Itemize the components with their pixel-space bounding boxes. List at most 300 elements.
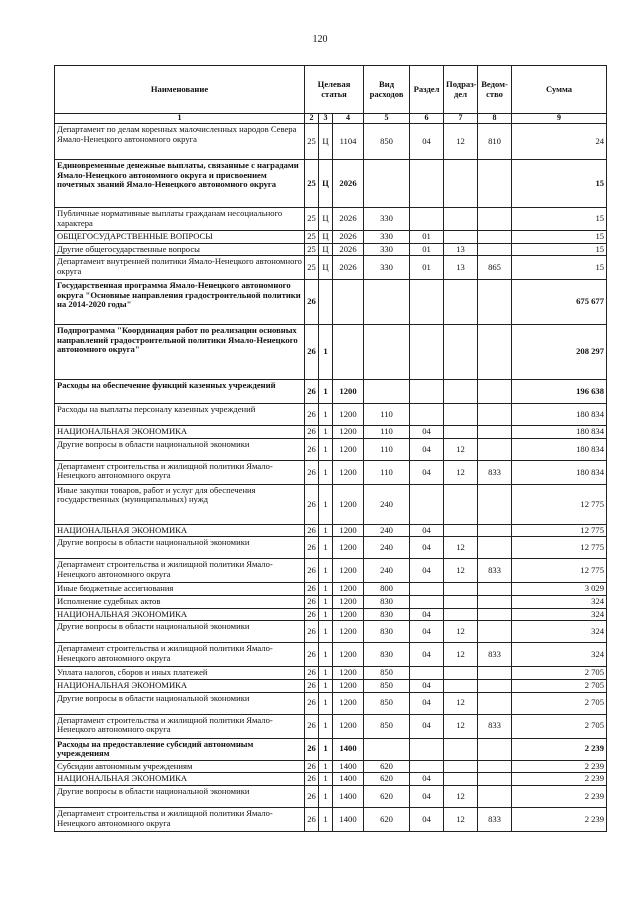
cell-name: Расходы на обеспечение функций казенных учреждений [55,380,305,404]
cell-section: 01 [410,230,444,243]
cell-target-code: 1200 [333,692,364,714]
cell-target-code: 2026 [333,230,364,243]
table-row [55,230,607,243]
cell-department [478,484,512,524]
cell-subsection: 12 [444,621,478,643]
cell-target-subprogram: Ц [319,256,333,280]
table-row [55,325,607,380]
cell-name: Уплата налогов, сборов и иных платежей [55,667,305,680]
column-number: 1 [55,114,305,124]
cell-target-code: 2026 [333,256,364,280]
cell-target-code: 1200 [333,537,364,559]
cell-subsection [444,679,478,692]
cell-sum: 12 775 [512,484,607,524]
table-row [55,714,607,738]
column-number: 4 [333,114,364,124]
cell-sum: 12 775 [512,537,607,559]
table-row [55,207,607,230]
cell-name: Другие вопросы в области национальной экономики [55,786,305,808]
cell-expense-type: 240 [364,559,410,583]
cell-target-program: 26 [305,608,319,621]
cell-sum: 180 834 [512,438,607,460]
cell-subsection: 12 [444,714,478,738]
cell-department [478,380,512,404]
column-number: 9 [512,114,607,124]
cell-name: Другие вопросы в области национальной экономики [55,537,305,559]
cell-target-subprogram: 1 [319,380,333,404]
cell-name: Департамент строительства и жилищной политики Ямало-Ненецкого автономного округа [55,714,305,738]
cell-section [410,404,444,426]
cell-target-subprogram: 1 [319,596,333,609]
cell-target-code: 1200 [333,621,364,643]
cell-expense-type: 110 [364,438,410,460]
cell-sum: 15 [512,230,607,243]
table-row [55,524,607,537]
cell-target-program: 26 [305,280,319,325]
cell-section: 04 [410,773,444,786]
cell-target-code: 1200 [333,608,364,621]
cell-sum: 2 239 [512,738,607,760]
cell-section: 04 [410,438,444,460]
table-row [55,426,607,439]
cell-target-program: 25 [305,230,319,243]
cell-department [478,773,512,786]
cell-expense-type [364,738,410,760]
table-row [55,760,607,773]
cell-department [478,692,512,714]
cell-sum: 2 705 [512,679,607,692]
cell-target-subprogram: 1 [319,484,333,524]
cell-target-code: 1200 [333,679,364,692]
cell-target-subprogram: 1 [319,583,333,596]
column-number: 3 [319,114,333,124]
column-number: 2 [305,114,319,124]
cell-name: Департамент строительства и жилищной политики Ямало-Ненецкого автономного округа [55,559,305,583]
table-row [55,692,607,714]
cell-target-program: 26 [305,426,319,439]
cell-name: Исполнение судебных актов [55,596,305,609]
cell-sum: 2 239 [512,760,607,773]
cell-section: 04 [410,621,444,643]
cell-target-subprogram: 1 [319,438,333,460]
cell-target-program: 25 [305,123,319,159]
cell-subsection [444,404,478,426]
cell-target-program: 26 [305,380,319,404]
cell-target-subprogram: 1 [319,773,333,786]
cell-target-program: 25 [305,207,319,230]
cell-target-program: 26 [305,808,319,832]
cell-section: 01 [410,256,444,280]
cell-target-program: 26 [305,692,319,714]
cell-target-code: 1200 [333,484,364,524]
cell-target-code: 1200 [333,667,364,680]
cell-expense-type: 800 [364,583,410,596]
cell-target-program: 26 [305,524,319,537]
cell-sum: 2 705 [512,714,607,738]
cell-subsection: 13 [444,243,478,256]
cell-target-program: 26 [305,679,319,692]
cell-department: 810 [478,123,512,159]
cell-sum: 2 239 [512,808,607,832]
table-row [55,667,607,680]
cell-expense-type: 330 [364,207,410,230]
header-section: Раздел [410,66,444,114]
cell-target-program: 26 [305,760,319,773]
cell-department [478,667,512,680]
cell-target-subprogram: 1 [319,786,333,808]
cell-target-subprogram: 1 [319,692,333,714]
cell-expense-type: 620 [364,760,410,773]
cell-name: Другие общегосударственные вопросы [55,243,305,256]
cell-subsection: 12 [444,537,478,559]
cell-target-program: 26 [305,583,319,596]
cell-target-code: 1400 [333,738,364,760]
cell-target-code [333,325,364,380]
cell-name: Публичные нормативные выплаты гражданам несоциального характера [55,207,305,230]
cell-target-code: 1200 [333,426,364,439]
cell-sum: 324 [512,643,607,667]
cell-sum: 12 775 [512,524,607,537]
cell-sum: 180 834 [512,426,607,439]
cell-expense-type: 620 [364,773,410,786]
column-number: 5 [364,114,410,124]
cell-target-program: 26 [305,404,319,426]
cell-sum: 675 677 [512,280,607,325]
cell-department [478,608,512,621]
cell-department [478,760,512,773]
cell-name: Иные бюджетные ассигнования [55,583,305,596]
cell-subsection [444,484,478,524]
cell-name: Департамент строительства и жилищной политики Ямало-Ненецкого автономного округа [55,808,305,832]
cell-expense-type: 110 [364,460,410,484]
cell-department [478,524,512,537]
table-row [55,484,607,524]
cell-expense-type: 850 [364,692,410,714]
cell-name: Департамент по делам коренных малочисленных народов Севера Ямало-Ненецкого автономного округа [55,123,305,159]
cell-department: 833 [478,808,512,832]
cell-name: Департамент внутренней политики Ямало-Ненецкого автономного округа [55,256,305,280]
cell-section: 04 [410,559,444,583]
cell-section: 04 [410,426,444,439]
table-row [55,559,607,583]
cell-subsection: 12 [444,808,478,832]
cell-target-subprogram: Ц [319,230,333,243]
cell-subsection [444,380,478,404]
cell-expense-type [364,159,410,207]
cell-department [478,679,512,692]
cell-sum: 196 638 [512,380,607,404]
cell-target-subprogram [319,280,333,325]
cell-target-code: 1200 [333,404,364,426]
cell-subsection: 12 [444,123,478,159]
cell-subsection: 12 [444,692,478,714]
cell-sum: 180 834 [512,404,607,426]
cell-subsection [444,608,478,621]
cell-expense-type: 110 [364,404,410,426]
cell-target-code: 1200 [333,460,364,484]
cell-expense-type: 330 [364,230,410,243]
table-row [55,438,607,460]
cell-name: Иные закупки товаров, работ и услуг для обеспечения государственных (муниципальных) нужд [55,484,305,524]
cell-target-program: 26 [305,484,319,524]
cell-department: 833 [478,559,512,583]
cell-target-code: 2026 [333,159,364,207]
column-number: 8 [478,114,512,124]
cell-department [478,621,512,643]
column-number: 6 [410,114,444,124]
cell-name: НАЦИОНАЛЬНАЯ ЭКОНОМИКА [55,679,305,692]
cell-section [410,325,444,380]
cell-subsection [444,583,478,596]
cell-section: 04 [410,608,444,621]
cell-department: 865 [478,256,512,280]
cell-target-code: 1200 [333,583,364,596]
cell-target-code: 1400 [333,760,364,773]
table-row [55,596,607,609]
cell-subsection [444,280,478,325]
cell-target-program: 26 [305,773,319,786]
cell-department [478,786,512,808]
table-row [55,380,607,404]
cell-target-program: 26 [305,537,319,559]
cell-section: 04 [410,679,444,692]
cell-subsection: 13 [444,256,478,280]
cell-subsection [444,524,478,537]
table-row [55,643,607,667]
cell-department [478,325,512,380]
cell-section [410,760,444,773]
cell-target-code: 1400 [333,786,364,808]
table-row [55,786,607,808]
cell-department [478,596,512,609]
cell-target-program: 26 [305,596,319,609]
cell-section [410,280,444,325]
cell-expense-type [364,325,410,380]
cell-sum: 180 834 [512,460,607,484]
cell-sum: 24 [512,123,607,159]
cell-section [410,738,444,760]
cell-target-subprogram: Ц [319,243,333,256]
cell-department [478,426,512,439]
cell-target-subprogram: 1 [319,537,333,559]
cell-target-program: 25 [305,159,319,207]
cell-sum: 15 [512,159,607,207]
cell-department [478,537,512,559]
cell-target-code: 1200 [333,596,364,609]
cell-section [410,596,444,609]
cell-target-program: 26 [305,786,319,808]
cell-name: НАЦИОНАЛЬНАЯ ЭКОНОМИКА [55,524,305,537]
cell-name: Департамент строительства и жилищной политики Ямало-Ненецкого автономного округа [55,643,305,667]
cell-department: 833 [478,460,512,484]
cell-expense-type: 850 [364,123,410,159]
cell-subsection [444,159,478,207]
cell-target-program: 26 [305,460,319,484]
cell-sum: 15 [512,256,607,280]
cell-subsection: 12 [444,786,478,808]
cell-target-code: 1200 [333,559,364,583]
cell-subsection [444,207,478,230]
cell-target-program: 26 [305,621,319,643]
table-row [55,280,607,325]
cell-name: Единовременные денежные выплаты, связанные с наградами Ямало-Ненецкого автономного округа и присвоением почетных званий Ямало-Ненецкого автономного округа [55,159,305,207]
table-row [55,738,607,760]
cell-section: 04 [410,460,444,484]
cell-section: 04 [410,714,444,738]
cell-department [478,243,512,256]
cell-expense-type: 330 [364,256,410,280]
cell-target-code: 1200 [333,524,364,537]
cell-sum: 208 297 [512,325,607,380]
cell-target-code: 1200 [333,714,364,738]
table-row [55,460,607,484]
cell-name: Подпрограмма "Координация работ по реализации основных направлений градостроительной политики Ямало-Ненецкого автономного округа" [55,325,305,380]
column-number: 7 [444,114,478,124]
table-row [55,123,607,159]
table-body [55,123,607,831]
header-target: Целевая статья [305,66,364,114]
cell-subsection: 12 [444,460,478,484]
cell-name: НАЦИОНАЛЬНАЯ ЭКОНОМИКА [55,426,305,439]
table-row [55,159,607,207]
cell-target-code: 1200 [333,438,364,460]
cell-target-subprogram: 1 [319,808,333,832]
cell-target-program: 26 [305,438,319,460]
cell-section [410,380,444,404]
table-row [55,256,607,280]
cell-sum: 3 029 [512,583,607,596]
header-department: Ведом-ство [478,66,512,114]
cell-subsection [444,760,478,773]
cell-section: 04 [410,524,444,537]
cell-target-code [333,280,364,325]
header-expense-type: Вид расходов [364,66,410,114]
table-row [55,679,607,692]
cell-target-code: 2026 [333,207,364,230]
cell-sum: 324 [512,608,607,621]
header-row [55,66,607,114]
cell-name: Другие вопросы в области национальной экономики [55,438,305,460]
cell-department [478,583,512,596]
table-row [55,537,607,559]
cell-target-program: 26 [305,559,319,583]
cell-target-program: 26 [305,738,319,760]
budget-table [54,65,607,832]
cell-sum: 2 705 [512,692,607,714]
cell-name: НАЦИОНАЛЬНАЯ ЭКОНОМИКА [55,773,305,786]
cell-target-subprogram: 1 [319,760,333,773]
cell-expense-type: 240 [364,524,410,537]
cell-sum: 2 239 [512,773,607,786]
cell-department: 833 [478,643,512,667]
cell-section [410,159,444,207]
cell-target-code: 1400 [333,808,364,832]
table-row [55,773,607,786]
cell-subsection [444,325,478,380]
cell-section: 04 [410,808,444,832]
cell-sum: 324 [512,621,607,643]
cell-target-subprogram: 1 [319,404,333,426]
cell-expense-type: 330 [364,243,410,256]
cell-expense-type: 830 [364,643,410,667]
cell-name: НАЦИОНАЛЬНАЯ ЭКОНОМИКА [55,608,305,621]
cell-department [478,230,512,243]
cell-sum: 12 775 [512,559,607,583]
cell-target-subprogram: 1 [319,559,333,583]
cell-department [478,404,512,426]
cell-sum: 2 239 [512,786,607,808]
header-subsection: Подраз-дел [444,66,478,114]
cell-section: 04 [410,692,444,714]
cell-target-program: 26 [305,643,319,667]
cell-target-program: 25 [305,243,319,256]
cell-name: Другие вопросы в области национальной экономики [55,621,305,643]
table-row [55,404,607,426]
cell-target-subprogram: Ц [319,123,333,159]
cell-sum: 324 [512,596,607,609]
cell-subsection [444,596,478,609]
cell-target-subprogram: 1 [319,714,333,738]
cell-target-subprogram: 1 [319,460,333,484]
cell-target-subprogram: 1 [319,325,333,380]
cell-target-subprogram: Ц [319,159,333,207]
cell-expense-type: 620 [364,808,410,832]
cell-subsection: 12 [444,643,478,667]
cell-section: 04 [410,123,444,159]
cell-expense-type: 830 [364,621,410,643]
cell-target-program: 26 [305,714,319,738]
table-row [55,608,607,621]
table-row [55,583,607,596]
table-row [55,243,607,256]
cell-department [478,280,512,325]
table-row [55,621,607,643]
column-number-row [55,114,607,124]
cell-subsection [444,773,478,786]
cell-subsection [444,426,478,439]
cell-department [478,738,512,760]
cell-target-code: 1104 [333,123,364,159]
cell-target-subprogram: Ц [319,207,333,230]
cell-section: 04 [410,537,444,559]
cell-department [478,159,512,207]
cell-target-subprogram: 1 [319,643,333,667]
cell-section [410,667,444,680]
cell-expense-type: 240 [364,537,410,559]
cell-expense-type [364,380,410,404]
cell-section [410,583,444,596]
cell-target-program: 26 [305,325,319,380]
cell-department [478,438,512,460]
cell-expense-type: 830 [364,596,410,609]
cell-section [410,484,444,524]
cell-target-code: 1400 [333,773,364,786]
page-number: 120 [312,34,328,45]
cell-section [410,207,444,230]
cell-subsection: 12 [444,438,478,460]
cell-department: 833 [478,714,512,738]
cell-section: 01 [410,243,444,256]
cell-target-code: 2026 [333,243,364,256]
cell-target-subprogram: 1 [319,621,333,643]
cell-expense-type: 620 [364,786,410,808]
cell-subsection [444,738,478,760]
cell-target-subprogram: 1 [319,667,333,680]
cell-name: Государственная программа Ямало-Ненецкого автономного округа "Основные направления градостроительной политики на 2014-2020 годы" [55,280,305,325]
cell-department [478,207,512,230]
cell-expense-type [364,280,410,325]
cell-subsection: 12 [444,559,478,583]
